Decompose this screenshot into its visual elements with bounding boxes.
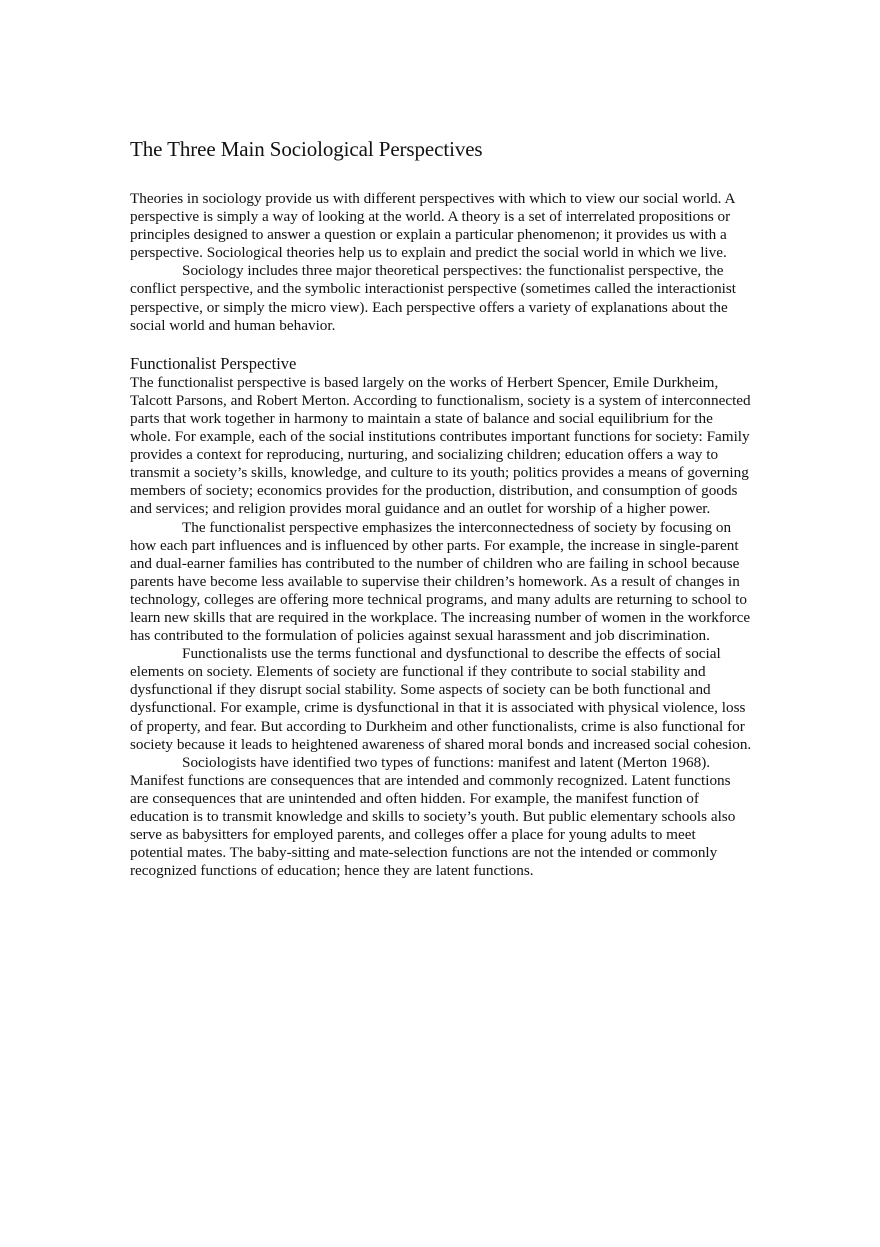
body-paragraph: The functionalist perspective is based largely on the works of Herbert Spencer, Emile Durkheim, Talcott Parsons, and Robert Merton. According to functionalism, society is a system of interconnected parts that work together in harmony to maintain a state of balance and social equilibrium for the whole. For example, each of the social institutions contributes important functions for society: Family provides a context for reproducing, nurturing, and socializing children; education offers a way to transmit a society’s skills, knowledge, and culture to its youth; politics provides a means of governing members of society; economics provides for the production, distribution, and consumption of goods and services; and religion provides moral guidance and an outlet for worship of a higher power.: [130, 373, 751, 518]
body-paragraph: The functionalist perspective emphasizes the interconnectedness of society by focusing on how each part influences and is influenced by other parts. For example, the increase in single-parent and dual-earner families has contributed to the number of children who are failing in school because parents have become less available to supervise their children’s homework. As a result of changes in technology, colleges are offering more technical programs, and many adults are returning to school to learn new skills that are required in the workplace. The increasing number of women in the workforce has contributed to the formulation of policies against sexual harassment and job discrimination.: [130, 518, 751, 645]
intro-paragraph: Sociology includes three major theoretical perspectives: the functionalist perspective, the conflict perspective, and the symbolic interactionist perspective (sometimes called the interactionist perspective, or simply the micro view). Each perspective offers a variety of explanations about the social world and human behavior.: [130, 262, 737, 334]
body-paragraph: Functionalists use the terms functional and dysfunctional to describe the effects of social elements on society. Elements of society are functional if they contribute to social stability and dysfunctional if they disrupt social stability. Some aspects of society can be both functional and dysfunctional. For example, crime is dysfunctional in that it is associated with physical violence, loss of property, and fear. But according to Durkheim and other functionalists, crime is also functional for society because it leads to heightened awareness of shared moral bonds and increased social cohesion.: [130, 645, 752, 753]
intro-paragraph: Theories in sociology provide us with different perspectives with which to view our social world. A perspective is simply a way of looking at the world. A theory is a set of interrelated propositions or principles designed to answer a question or explain a particular phenomenon; it provides us with a perspective. Sociological theories help us to explain and predict the social world in which we live.: [130, 190, 735, 262]
section-heading-functionalist: Functionalist Perspective: [130, 353, 297, 373]
page-title: The Three Main Sociological Perspectives: [130, 137, 483, 161]
body-paragraph: Sociologists have identified two types of functions: manifest and latent (Merton 1968). Manifest functions are consequences that are intended and commonly recognized. Latent functions are consequences that are unintended and often hidden. For example, the manifest function of education is to transmit knowledge and skills to society’s youth. But public elementary schools also serve as babysitters for employed parents, and colleges offer a place for young adults to meet potential mates. The baby-sitting and mate-selection functions are not the intended or commonly recognized functions of education; hence they are latent functions.: [130, 753, 736, 880]
document-page: [130, 136, 752, 880]
